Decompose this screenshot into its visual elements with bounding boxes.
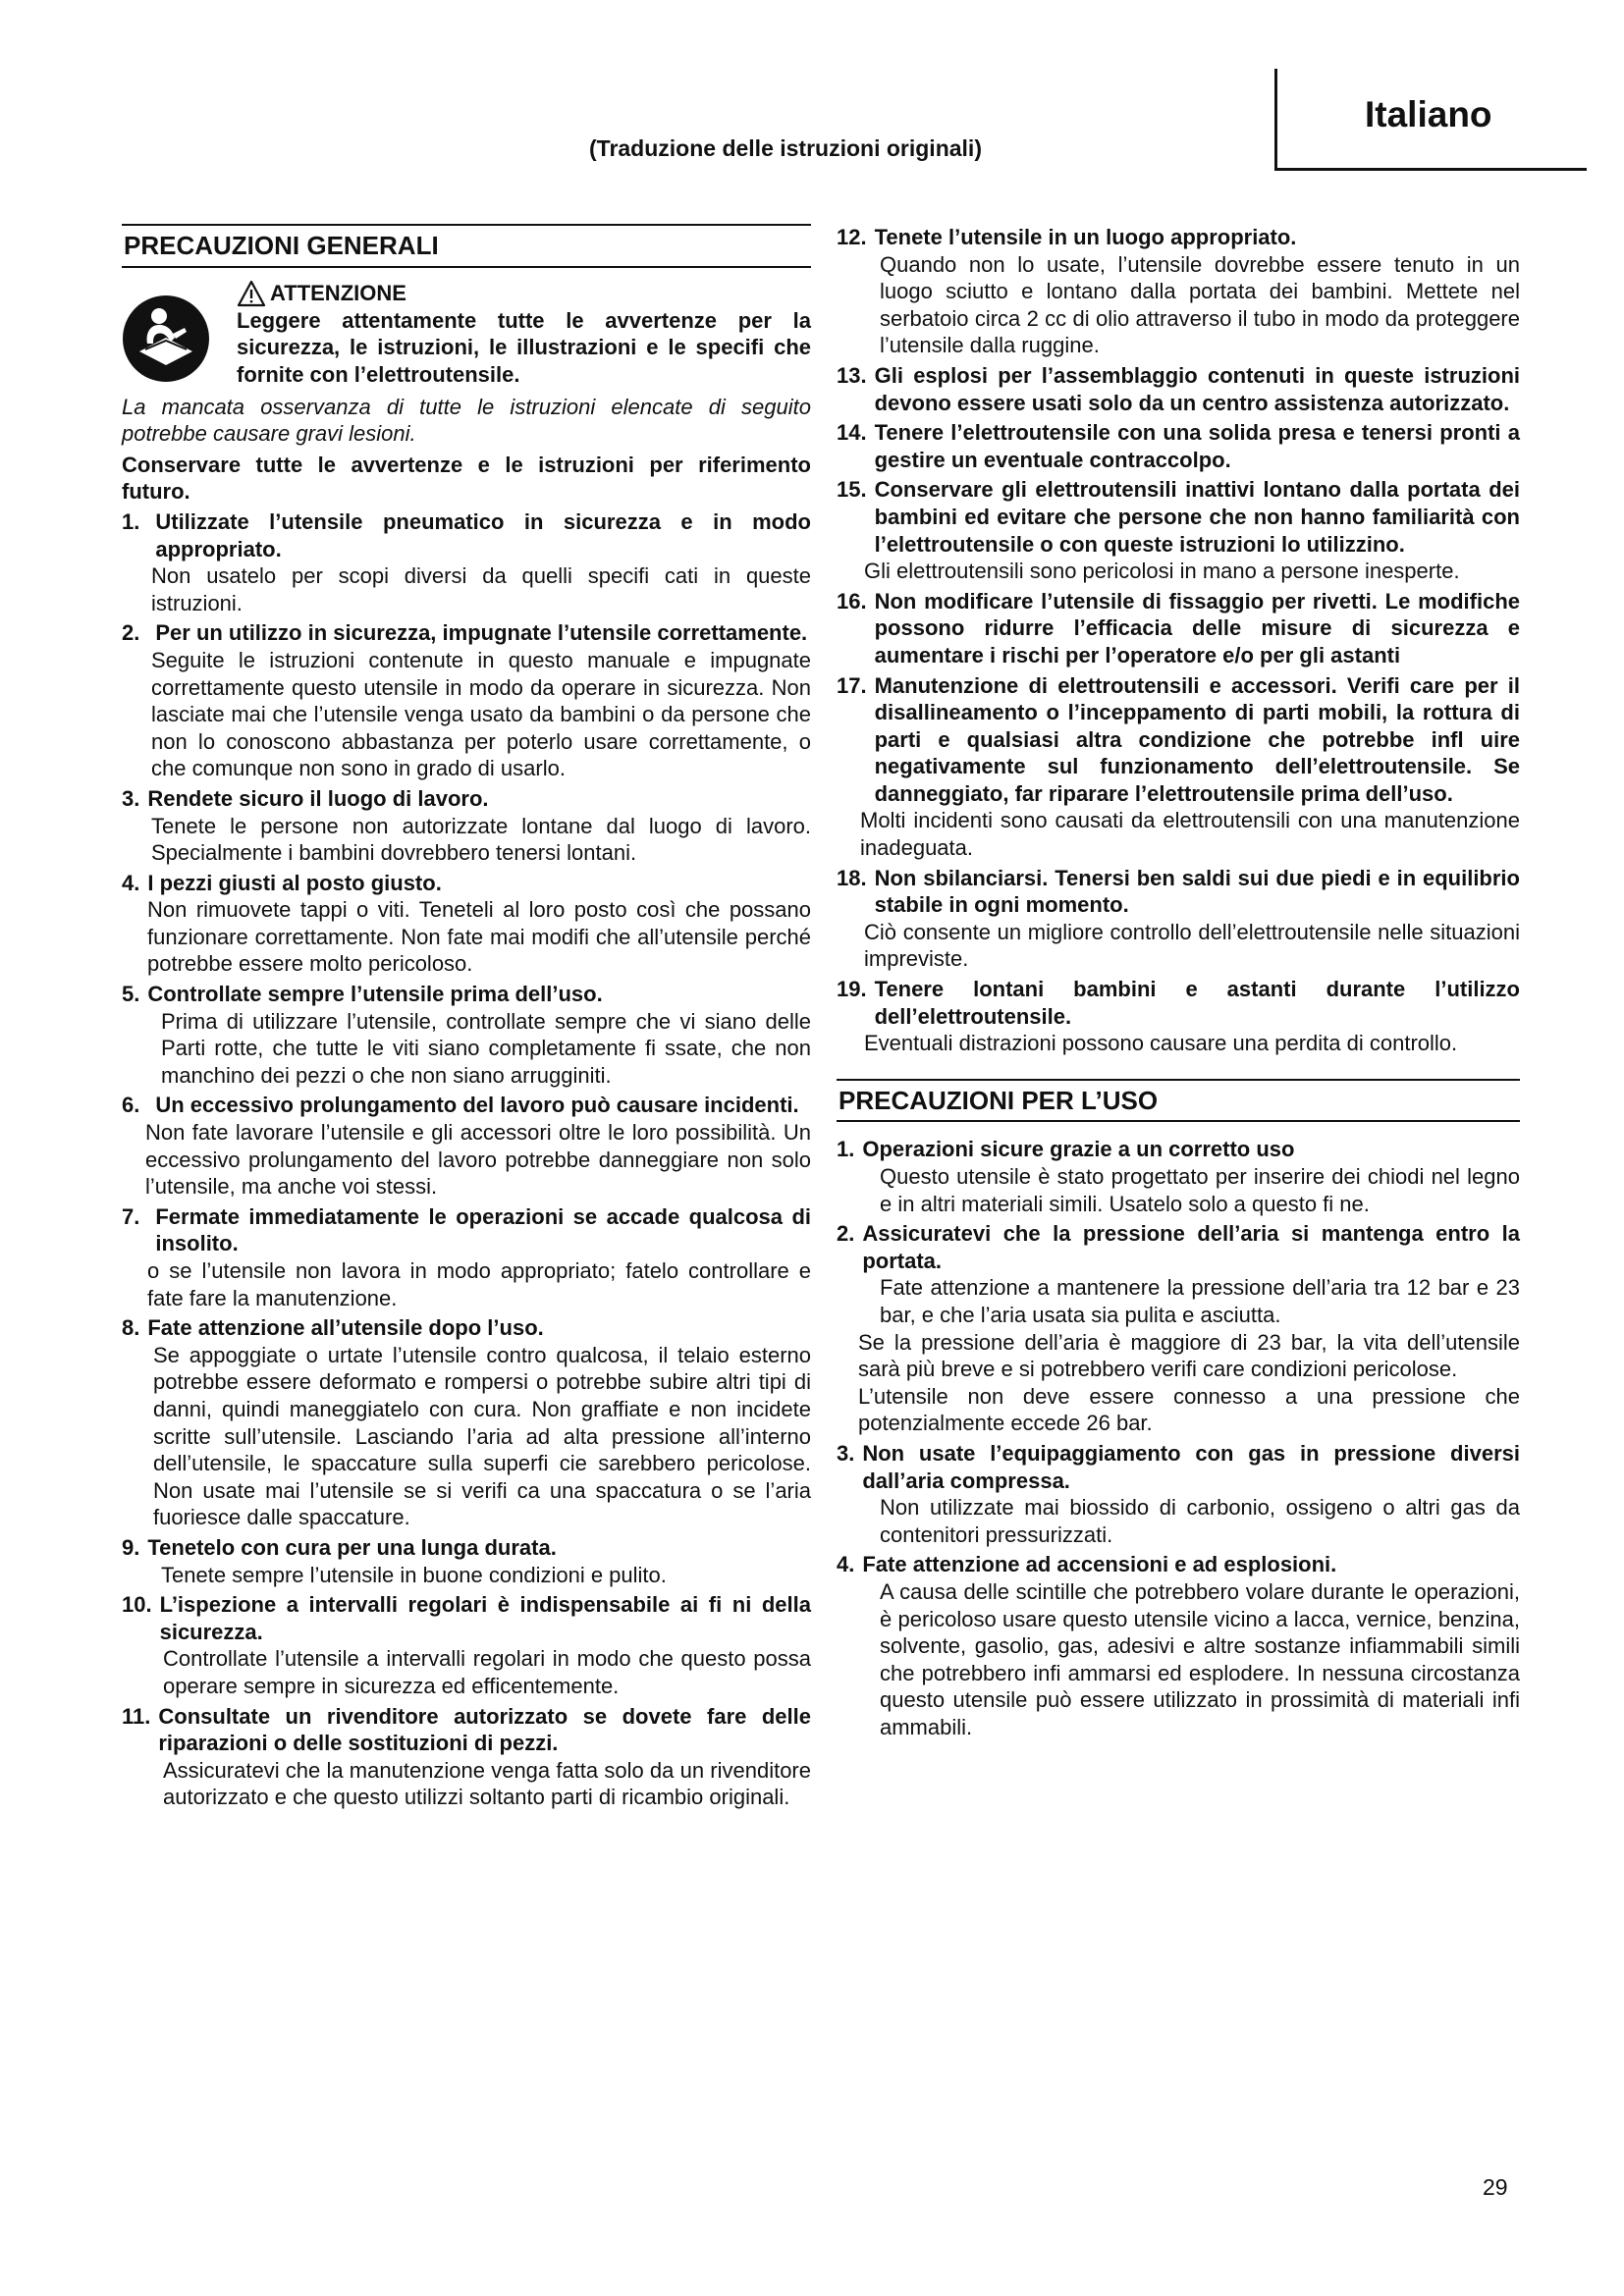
intro-bold: Conservare tutte le avvertenze e le istruzioni per riferimento futuro. <box>122 452 811 505</box>
item-body-extra: L’utensile non deve essere connesso a una pressione che potenzialmente eccede 26 bar. <box>858 1383 1520 1436</box>
page-subtitle: (Traduzione delle istruzioni originali) <box>589 135 982 161</box>
general-precautions-list <box>122 508 811 1811</box>
right-column <box>837 224 1520 1740</box>
warning-text: Leggere attentamente tutte le avvertenze per la sicurezza, le istruzioni, le illustrazioni e le specifi che fornite con l’elettroutensile. <box>237 307 811 387</box>
item-title: Rendete sicuro il luogo di lavoro. <box>147 785 489 811</box>
item-title: Manutenzione di elettroutensili e accessori. Verifi care per il disallineamento o l’inceppamento di parti mobili, la rottura di parti e qualsiasi altra condizione che potrebbe infl uire negativamente sul funzionamento dell’elettroutensile. Se danneggiato, far riparare l’elettroutensile prima dell’uso. <box>874 672 1520 806</box>
item-number: 18. <box>837 865 867 890</box>
list-item <box>837 1220 1520 1437</box>
item-number: 2. <box>122 620 140 646</box>
list-item <box>122 1703 811 1811</box>
item-title: Gli esplosi per l’assemblaggio contenuti in queste istruzioni devono essere usati solo da un centro assistenza autorizzato. <box>874 362 1520 415</box>
item-number: 8. <box>122 1315 140 1341</box>
item-number: 16. <box>837 588 867 614</box>
item-body: Gli elettroutensili sono pericolosi in mano a persone inesperte. <box>864 559 1460 584</box>
item-body: Fate attenzione a mantenere la pressione dell’aria tra 12 bar e 23 bar, e che l’aria usata sia pulita e asciutta. <box>880 1275 1520 1327</box>
item-body: Questo utensile è stato progettato per inserire dei chiodi nel legno e in altri materiali simili. Usatelo solo a questo fi ne. <box>880 1164 1520 1216</box>
item-title: Non usate l’equipaggiamento con gas in pressione diversi dall’aria compressa. <box>862 1440 1520 1493</box>
item-title: L’ispezione a intervalli regolari è indispensabile ai fi ni della sicurezza. <box>159 1592 811 1644</box>
warning-title-text: ATTENZIONE <box>270 280 406 305</box>
section-title-use: PRECAUZIONI PER L’USO <box>837 1079 1520 1123</box>
list-item <box>122 619 811 782</box>
list-item <box>122 1092 811 1200</box>
list-item <box>122 1203 811 1311</box>
section-title-general: PRECAUZIONI GENERALI <box>122 224 811 268</box>
item-number: 10. <box>122 1592 152 1618</box>
item-number: 19. <box>837 977 867 1002</box>
list-item <box>837 476 1520 584</box>
item-title: Tenetelo con cura per una lunga durata. <box>147 1534 557 1560</box>
list-item <box>122 1314 811 1531</box>
item-title: Assicuratevi che la pressione dell’aria si mantenga entro la portata. <box>862 1221 1520 1273</box>
item-body-extra: Se la pressione dell’aria è maggiore di 23 bar, la vita dell’utensile sarà più breve e si potrebbero verifi care condizioni pericolose. <box>858 1329 1520 1382</box>
item-number: 1. <box>122 508 140 534</box>
item-title: Fate attenzione all’utensile dopo l’uso. <box>147 1315 544 1341</box>
item-title: Per un utilizzo in sicurezza, impugnate l’utensile correttamente. <box>155 620 808 646</box>
item-body: Non rimuovete tappi o viti. Teneteli al loro posto così che possano funzionare correttamente. Non fate mai modifi che all’utensile perché potrebbe essere molto pericoloso. <box>147 897 811 977</box>
item-title: Tenere lontani bambini e astanti durante l’utilizzo dell’elettroutensile. <box>874 977 1520 1029</box>
list-item <box>122 981 811 1089</box>
item-number: 3. <box>837 1440 855 1466</box>
item-title: Tenere l’elettroutensile con una solida presa e tenersi pronti a gestire un eventuale contraccolpo. <box>874 420 1520 472</box>
item-body: Non utilizzate mai biossido di carbonio, ossigeno o altri gas da contenitori pressurizzati. <box>880 1495 1520 1547</box>
list-item <box>122 508 811 616</box>
item-title: Un eccessivo prolungamento del lavoro può causare incidenti. <box>155 1093 799 1118</box>
list-item <box>837 865 1520 973</box>
item-number: 4. <box>837 1552 855 1577</box>
list-item <box>837 1136 1520 1217</box>
item-body: Quando non lo usate, l’utensile dovrebbe essere tenuto in un luogo sciutto e lontano dalla portata dei bambini. Mettete nel serbatoio circa 2 cc di olio attraverso il tubo in modo da proteggere l’utensile dalla ruggine. <box>880 251 1520 358</box>
list-item <box>837 1440 1520 1548</box>
item-title: Tenete l’utensile in un luogo appropriato. <box>874 225 1297 249</box>
item-body: Non fate lavorare l’utensile e gli accessori oltre le loro possibilità. Un eccessivo prolungamento del lavoro potrebbe danneggiare non solo l’utensile, ma anche voi stessi. <box>145 1120 811 1200</box>
item-title: Fermate immediatamente le operazioni se accade qualcosa di insolito. <box>155 1203 811 1256</box>
item-body: Molti incidenti sono causati da elettroutensili con una manutenzione inadeguata. <box>860 808 1520 861</box>
list-item <box>837 224 1520 359</box>
warning-title <box>237 280 811 307</box>
item-body: Non usatelo per scopi diversi da quelli specifi cati in queste istruzioni. <box>151 563 811 615</box>
item-title: Utilizzate l’utensile pneumatico in sicurezza e in modo appropriato. <box>155 508 811 561</box>
left-column <box>122 224 811 1811</box>
item-body: Se appoggiate o urtate l’utensile contro qualcosa, il telaio esterno potrebbe essere deformato e rompersi o potrebbe subire altri tipi di danni, quindi maneggiatelo con cura. Non graffiate e non incidete scritte sull’utensile. Lasciando l’aria ad alta pressione all’interno dell’utensile, le spaccature sulla superfi cie sarebbero pericolose. Non usate mai l’utensile se si verifi ca una spaccatura o se l’aria fuoriesce dalle spaccature. <box>153 1342 811 1530</box>
item-number: 15. <box>837 477 867 503</box>
item-number: 12. <box>837 225 867 249</box>
list-item <box>122 1591 811 1699</box>
item-title: I pezzi giusti al posto giusto. <box>147 870 442 895</box>
item-number: 11. <box>122 1703 151 1729</box>
list-item <box>837 419 1520 473</box>
item-number: 4. <box>122 870 140 895</box>
item-number: 3. <box>122 785 140 811</box>
item-number: 5. <box>122 982 140 1007</box>
item-number: 13. <box>837 362 867 388</box>
item-number: 7. <box>122 1203 140 1229</box>
item-body: Tenete sempre l’utensile in buone condizioni e pulito. <box>161 1562 667 1587</box>
language-tab-horizontal-rule <box>1274 168 1587 171</box>
item-body: Seguite le istruzioni contenute in questo manuale e impugnate correttamente questo utensile in modo da operare in sicurezza. Non lasciate mai che l’utensile venga usato da bambini o da persone che non lo conoscono abbastanza per poterlo usare correttamente, o che comunque non sono in grado di usarlo. <box>151 647 811 781</box>
list-item <box>837 588 1520 669</box>
item-title: Fate attenzione ad accensioni e ad esplosioni. <box>862 1552 1337 1577</box>
item-body: o se l’utensile non lavora in modo appropriato; fatelo controllare e fate fare la manutenzione. <box>147 1258 811 1310</box>
item-title: Operazioni sicure grazie a un corretto uso <box>862 1137 1295 1162</box>
item-title: Consultate un rivenditore autorizzato se dovete fare delle riparazioni o delle sostituzioni di pezzi. <box>158 1703 811 1756</box>
item-number: 17. <box>837 672 867 698</box>
item-title: Non modificare l’utensile di fissaggio per rivetti. Le modifiche possono ridurre l’efficacia delle misure di sicurezza e aumentare i rischi per l’operatore e/o per gli astanti <box>874 588 1520 667</box>
item-number: 2. <box>837 1221 855 1247</box>
item-title: Controllate sempre l’utensile prima dell’uso. <box>147 982 603 1007</box>
item-number: 6. <box>122 1093 140 1118</box>
list-item <box>837 1551 1520 1740</box>
item-number: 1. <box>837 1137 855 1162</box>
item-body: Prima di utilizzare l’utensile, controllate sempre che vi siano delle Parti rotte, che tutte le viti siano completamente fi ssate, che non manchino dei pezzi o che non siano arrugginiti. <box>161 1008 811 1088</box>
item-number: 9. <box>122 1534 140 1560</box>
item-title: Conservare gli elettroutensili inattivi lontano dalla portata dei bambini ed evitare che persone che non hanno familiarità con l’elettroutensile o con queste istruzioni lo utilizzino. <box>874 477 1520 557</box>
use-precautions-list <box>837 1136 1520 1740</box>
language-label: Italiano <box>1365 94 1492 134</box>
warning-block <box>122 280 811 394</box>
item-number: 14. <box>837 420 867 446</box>
list-item <box>122 870 811 978</box>
warning-triangle-icon <box>237 280 266 307</box>
list-item <box>837 672 1520 862</box>
list-item <box>122 1534 811 1588</box>
item-body: Ciò consente un migliore controllo dell’elettroutensile nelle situazioni impreviste. <box>864 919 1520 972</box>
list-item <box>837 362 1520 416</box>
language-tab-vertical-rule <box>1274 69 1277 171</box>
list-item <box>122 785 811 867</box>
general-precautions-list-continued <box>837 224 1520 1057</box>
intro-italic: La mancata osservanza di tutte le istruzioni elencate di seguito potrebbe causare gravi lesioni. <box>122 394 811 447</box>
item-body: Assicuratevi che la manutenzione venga fatta solo da un rivenditore autorizzato e che questo utilizzi soltanto parti di ricambio originali. <box>163 1757 811 1810</box>
read-manual-icon <box>122 294 210 383</box>
item-body: Eventuali distrazioni possono causare una perdita di controllo. <box>864 1031 1458 1056</box>
item-body: Tenete le persone non autorizzate lontane dal luogo di lavoro. Specialmente i bambini dovrebbero tenersi lontani. <box>151 813 811 866</box>
page-number: 29 <box>1483 2174 1508 2200</box>
item-title: Non sbilanciarsi. Tenersi ben saldi sui due piedi e in equilibrio stabile in ogni momento. <box>874 865 1520 918</box>
list-item <box>837 976 1520 1057</box>
item-body: Controllate l’utensile a intervalli regolari in modo che questo possa operare sempre in sicurezza ed efficentemente. <box>163 1646 811 1698</box>
item-body: A causa delle scintille che potrebbero volare durante le operazioni, è pericoloso usare questo utensile vicino a lacca, vernice, benzina, solvente, gasolio, gas, adesivi e altre sostanze infiammabili simili che potrebbero infi ammarsi ed esplodere. In nessuna circostanza questo utensile può essere utilizzato in prossimità di materiali infi ammabili. <box>880 1578 1520 1739</box>
